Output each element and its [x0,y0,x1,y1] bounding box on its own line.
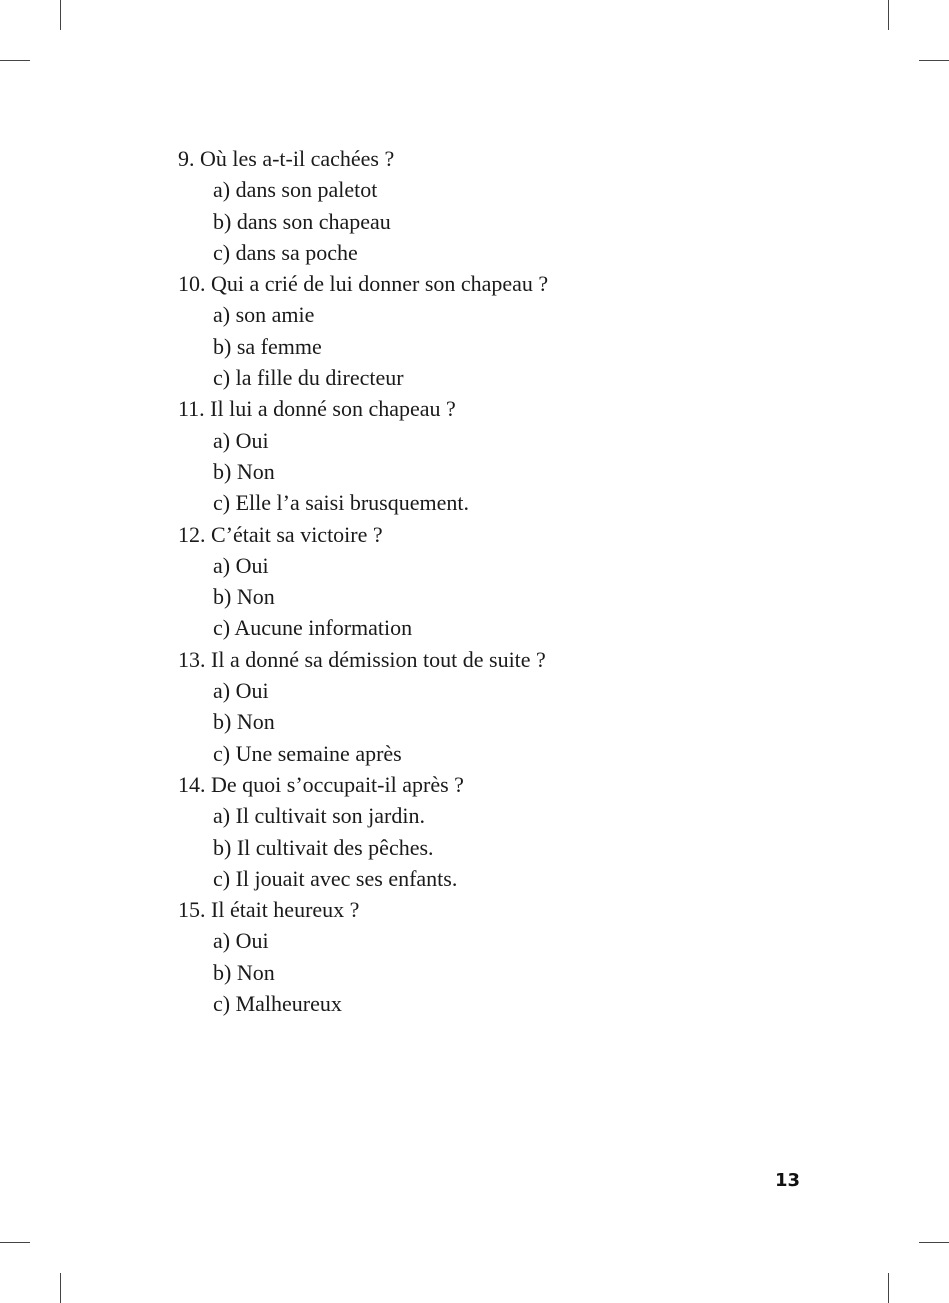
answer-option: a) Oui [213,427,269,453]
question-item [178,644,798,769]
question-text: 15. Il était heureux ? [178,897,360,923]
question-item [178,894,798,1019]
crop-mark-bottom-left-horizontal [0,1242,30,1243]
question-text: 11. Il lui a donné son chapeau ? [178,396,456,422]
crop-mark-top-right-vertical [888,0,889,30]
answer-option: c) Aucune information [213,615,413,641]
answer-option: a) Il cultivait son jardin. [213,803,425,829]
answer-option: b) Non [213,584,275,610]
page-number: 13 [774,1170,800,1191]
answer-option: a) Oui [213,552,269,578]
crop-mark-top-left-horizontal [0,60,30,61]
question-text: 13. Il a donné sa démission tout de suite ? [178,646,546,672]
answer-option: c) dans sa poche [213,239,358,265]
question-text: 14. De quoi s’occupait-il après ? [178,771,464,797]
crop-mark-bottom-right-horizontal [919,1242,949,1243]
answer-option: b) Il cultivait des pêches. [213,834,434,860]
answer-option: b) sa femme [213,333,322,359]
answer-option: a) son amie [213,302,315,328]
answer-option: b) Non [213,458,275,484]
question-text: 12. C’était sa victoire ? [178,521,383,547]
question-item [178,393,798,518]
question-item [178,519,798,644]
crop-mark-top-left-vertical [60,0,61,30]
answer-option: b) Non [213,709,275,735]
answer-option: c) la fille du directeur [213,365,404,391]
question-text: 9. Où les a-t-il cachées ? [178,146,395,171]
answer-option: b) dans son chapeau [213,208,391,234]
answer-option: c) Elle l’a saisi brusquement. [213,490,469,516]
crop-mark-top-right-horizontal [919,60,949,61]
question-item [178,268,798,393]
answer-option: a) Oui [213,678,269,704]
question-text: 10. Qui a crié de lui donner son chapeau ? [178,271,549,297]
question-item [178,143,798,268]
crop-mark-bottom-right-vertical [888,1273,889,1303]
answer-option: c) Malheureux [213,991,342,1017]
answer-option: c) Il jouait avec ses enfants. [213,865,458,891]
quiz-question-list [178,143,798,1019]
crop-mark-bottom-left-vertical [60,1273,61,1303]
answer-option: b) Non [213,959,275,985]
answer-option: a) dans son paletot [213,177,378,203]
answer-option: c) Une semaine après [213,740,402,766]
question-item [178,769,798,894]
answer-option: a) Oui [213,928,269,954]
